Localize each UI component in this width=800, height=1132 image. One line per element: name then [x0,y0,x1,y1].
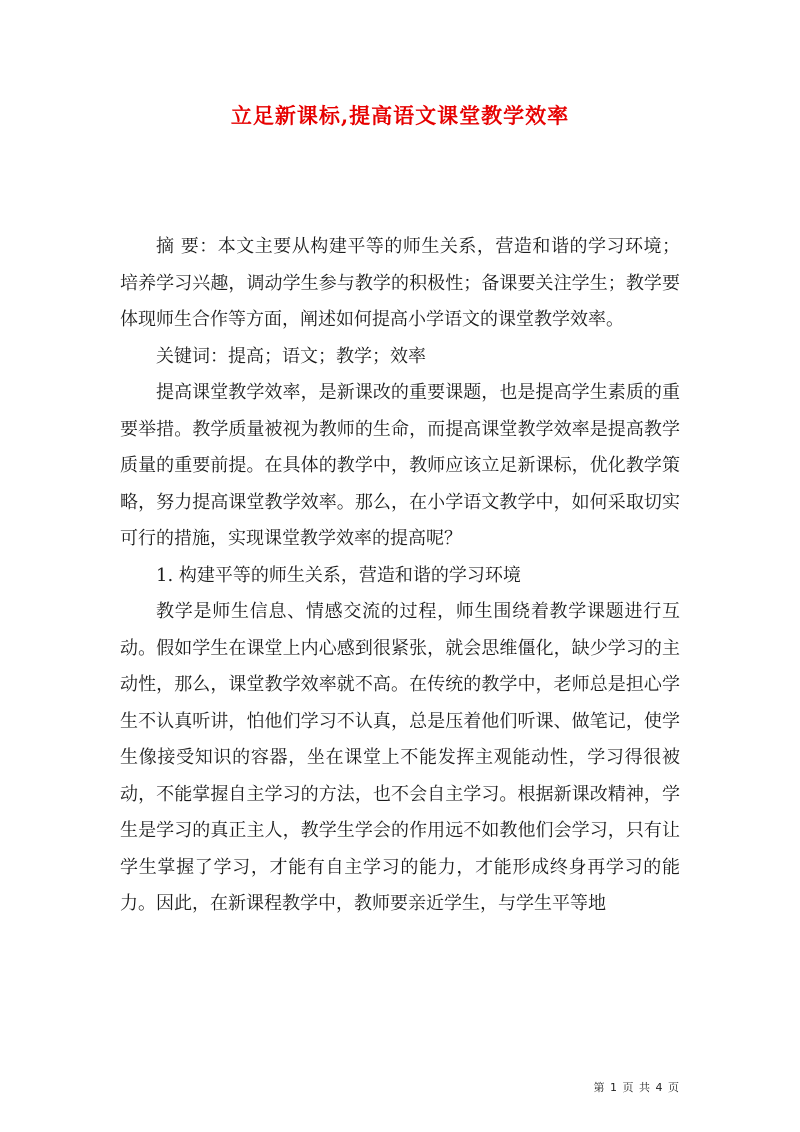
footer-total-pages: 4 [655,1081,664,1094]
footer-suffix: 页 [668,1081,680,1094]
section-heading: 1. 构建平等的师生关系，营造和谐的学习环境 [156,564,521,586]
footer-page-number: 1 [610,1081,618,1094]
keywords-paragraph: 关键词：提高；语文；教学；效率 [156,345,426,367]
document-body [120,229,680,923]
intro-paragraph: 提高课堂教学效率，是新课改的重要课题，也是提高学生素质的重要举措。教学质量被视为教师的生命，而提高课堂教学效率是提高教学质量的重要前提。在具体的教学中，教师应该立足新课标，优化教学策略，努力提高课堂教学效率。那么，在小学语文教学中，如何采取切实可行的措施，实现课堂教学效率的提高呢？ [120,382,680,549]
page-footer [594,1079,681,1095]
footer-middle: 页 共 [622,1081,651,1094]
footer-prefix: 第 [593,1081,606,1094]
abstract-paragraph: 摘 要：本文主要从构建平等的师生关系，营造和谐的学习环境；培养学习兴趣，调动学生参与教学的积极性；备课要关注学生；教学要体现师生合作等方面，阐述如何提高小学语文的课堂教学效率。 [120,236,680,330]
body-paragraph: 教学是师生信息、情感交流的过程，师生围绕着教学课题进行互动。假如学生在课堂上内心感到很紧张，就会思维僵化，缺少学习的主动性，那么，课堂教学效率就不高。在传统的教学中，老师总是担心学生不认真听讲，怕他们学习不认真，总是压着他们听课、做笔记，使学生像接受知识的容器，坐在课堂上不能发挥主观能动性，学习得很被动，不能掌握自主学习的方法，也不会自主学习。根据新课改精神，学生是学习的真正主人，教学生学会的作用远不如教他们会学习，只有让学生掌握了学习，才能有自主学习的能力，才能形成终身再学习的能力。因此，在新课程教学中，教师要亲近学生，与学生平等地 [120,601,680,914]
document-title: 立足新课标,提高语文课堂教学效率 [230,103,570,128]
